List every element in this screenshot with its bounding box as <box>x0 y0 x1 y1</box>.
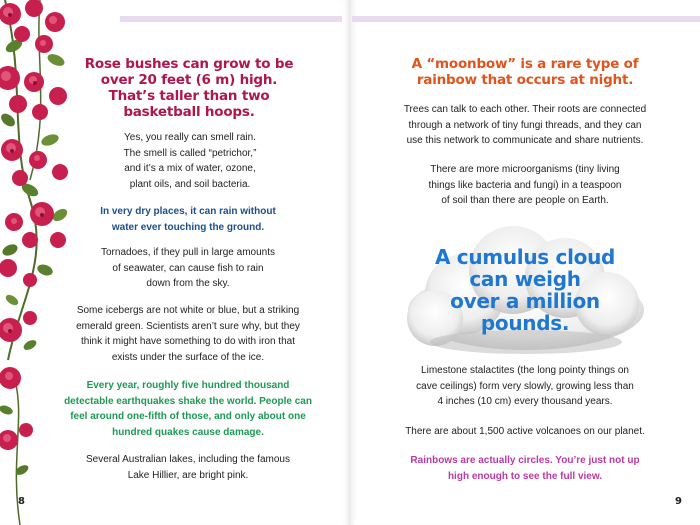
fact-line: water ever touching the ground. <box>111 221 265 233</box>
fact-line: Some icebergs are not white or blue, but a striking <box>76 305 300 316</box>
fact-line: and it’s a mix of water, ozone, <box>124 163 256 174</box>
cloud-fact-line: over a million <box>450 289 600 313</box>
cloud-fact-line: A cumulus cloud <box>434 245 616 269</box>
fact-line: feel around one-fifth of those, and only about one <box>70 411 306 422</box>
fact-line: detectable earthquakes shake the world. People can <box>64 395 312 407</box>
trees-fact <box>374 102 676 149</box>
fact-line: Several Australian lakes, including the famous <box>85 454 290 465</box>
fact-line: In very dry places, it can rain without <box>100 206 276 217</box>
left-top-bar <box>120 16 342 22</box>
fact-line: There are more microorganisms (tiny living <box>430 164 620 175</box>
rose-heading-line: over 20 feet (6 m) high. <box>100 72 278 88</box>
fact-line: cave ceilings) form very slowly, growing less than <box>416 380 634 392</box>
rainbows-circles-fact <box>380 453 670 484</box>
fact-line: Lake Hillier, are bright pink. <box>127 469 249 481</box>
moonbow-heading <box>380 56 670 88</box>
fact-line: down from the sky. <box>146 278 230 289</box>
fact-line: high enough to see the full view. <box>447 470 603 482</box>
rose-heading-line: Rose bushes can grow to be <box>84 56 294 72</box>
volcanoes-fact <box>370 424 680 440</box>
rose-heading-line: That’s taller than two <box>108 88 270 104</box>
dry-places-fact <box>60 204 316 235</box>
fact-line: Rainbows are actually circles. You’re just not up <box>410 455 640 466</box>
cloud-fact-line: pounds. <box>480 311 570 335</box>
fact-line: 4 inches (10 cm) every thousand years. <box>437 396 613 407</box>
fact-line: think it might have something to do with iron that <box>80 336 295 347</box>
tornadoes-fact <box>60 245 316 292</box>
fact-line: There are about 1,500 active volcanoes on our planet. <box>405 426 645 437</box>
fact-line: things like bacteria and fungi) in a teaspoon <box>428 179 622 191</box>
rose-heading-line: basketball hoops. <box>123 104 255 120</box>
fact-line: The smell is called “petrichor,” <box>123 147 257 159</box>
moonbow-heading-line: A “moonbow” is a rare type of <box>411 56 639 72</box>
fact-line: hundred quakes cause damage. <box>112 426 264 438</box>
cloud-weight-fact <box>405 246 645 334</box>
page-number-right: 9 <box>675 496 682 507</box>
fact-line: Every year, roughly five hundred thousand <box>86 380 290 391</box>
page-number-left: 8 <box>18 496 25 507</box>
fact-line: through a network of tiny fungi threads, and they can <box>408 119 642 131</box>
microorganisms-fact <box>390 162 660 209</box>
fact-line: exists under the surface of the ice. <box>111 351 265 363</box>
stalactites-fact <box>380 363 670 410</box>
fact-line: Trees can talk to each other. Their roots are connected <box>403 104 647 115</box>
fact-line: Yes, you really can smell rain. <box>124 132 256 143</box>
fact-line: Tornadoes, if they pull in large amounts <box>101 247 275 258</box>
right-page <box>350 0 700 525</box>
cloud-fact-line: can weigh <box>469 267 581 291</box>
fact-line: use this network to communicate and share nutrients. <box>406 135 644 146</box>
moonbow-heading-line: rainbow that occurs at night. <box>416 72 634 88</box>
earthquakes-fact <box>36 378 340 440</box>
fact-line: of seawater, can cause fish to rain <box>112 262 264 274</box>
pink-lakes-fact <box>60 452 316 483</box>
fact-line: plant oils, and soil bacteria. <box>129 178 251 190</box>
icebergs-fact <box>40 303 336 365</box>
smell-rain-fact <box>90 130 290 192</box>
rose-bush-heading <box>58 56 320 120</box>
fact-line: of soil than there are people on Earth. <box>441 195 609 206</box>
fact-line: Limestone stalactites (the long pointy things on <box>421 365 629 376</box>
right-top-bar <box>352 16 700 22</box>
fact-line: emerald green. Scientists aren’t sure why, but they <box>76 320 300 332</box>
